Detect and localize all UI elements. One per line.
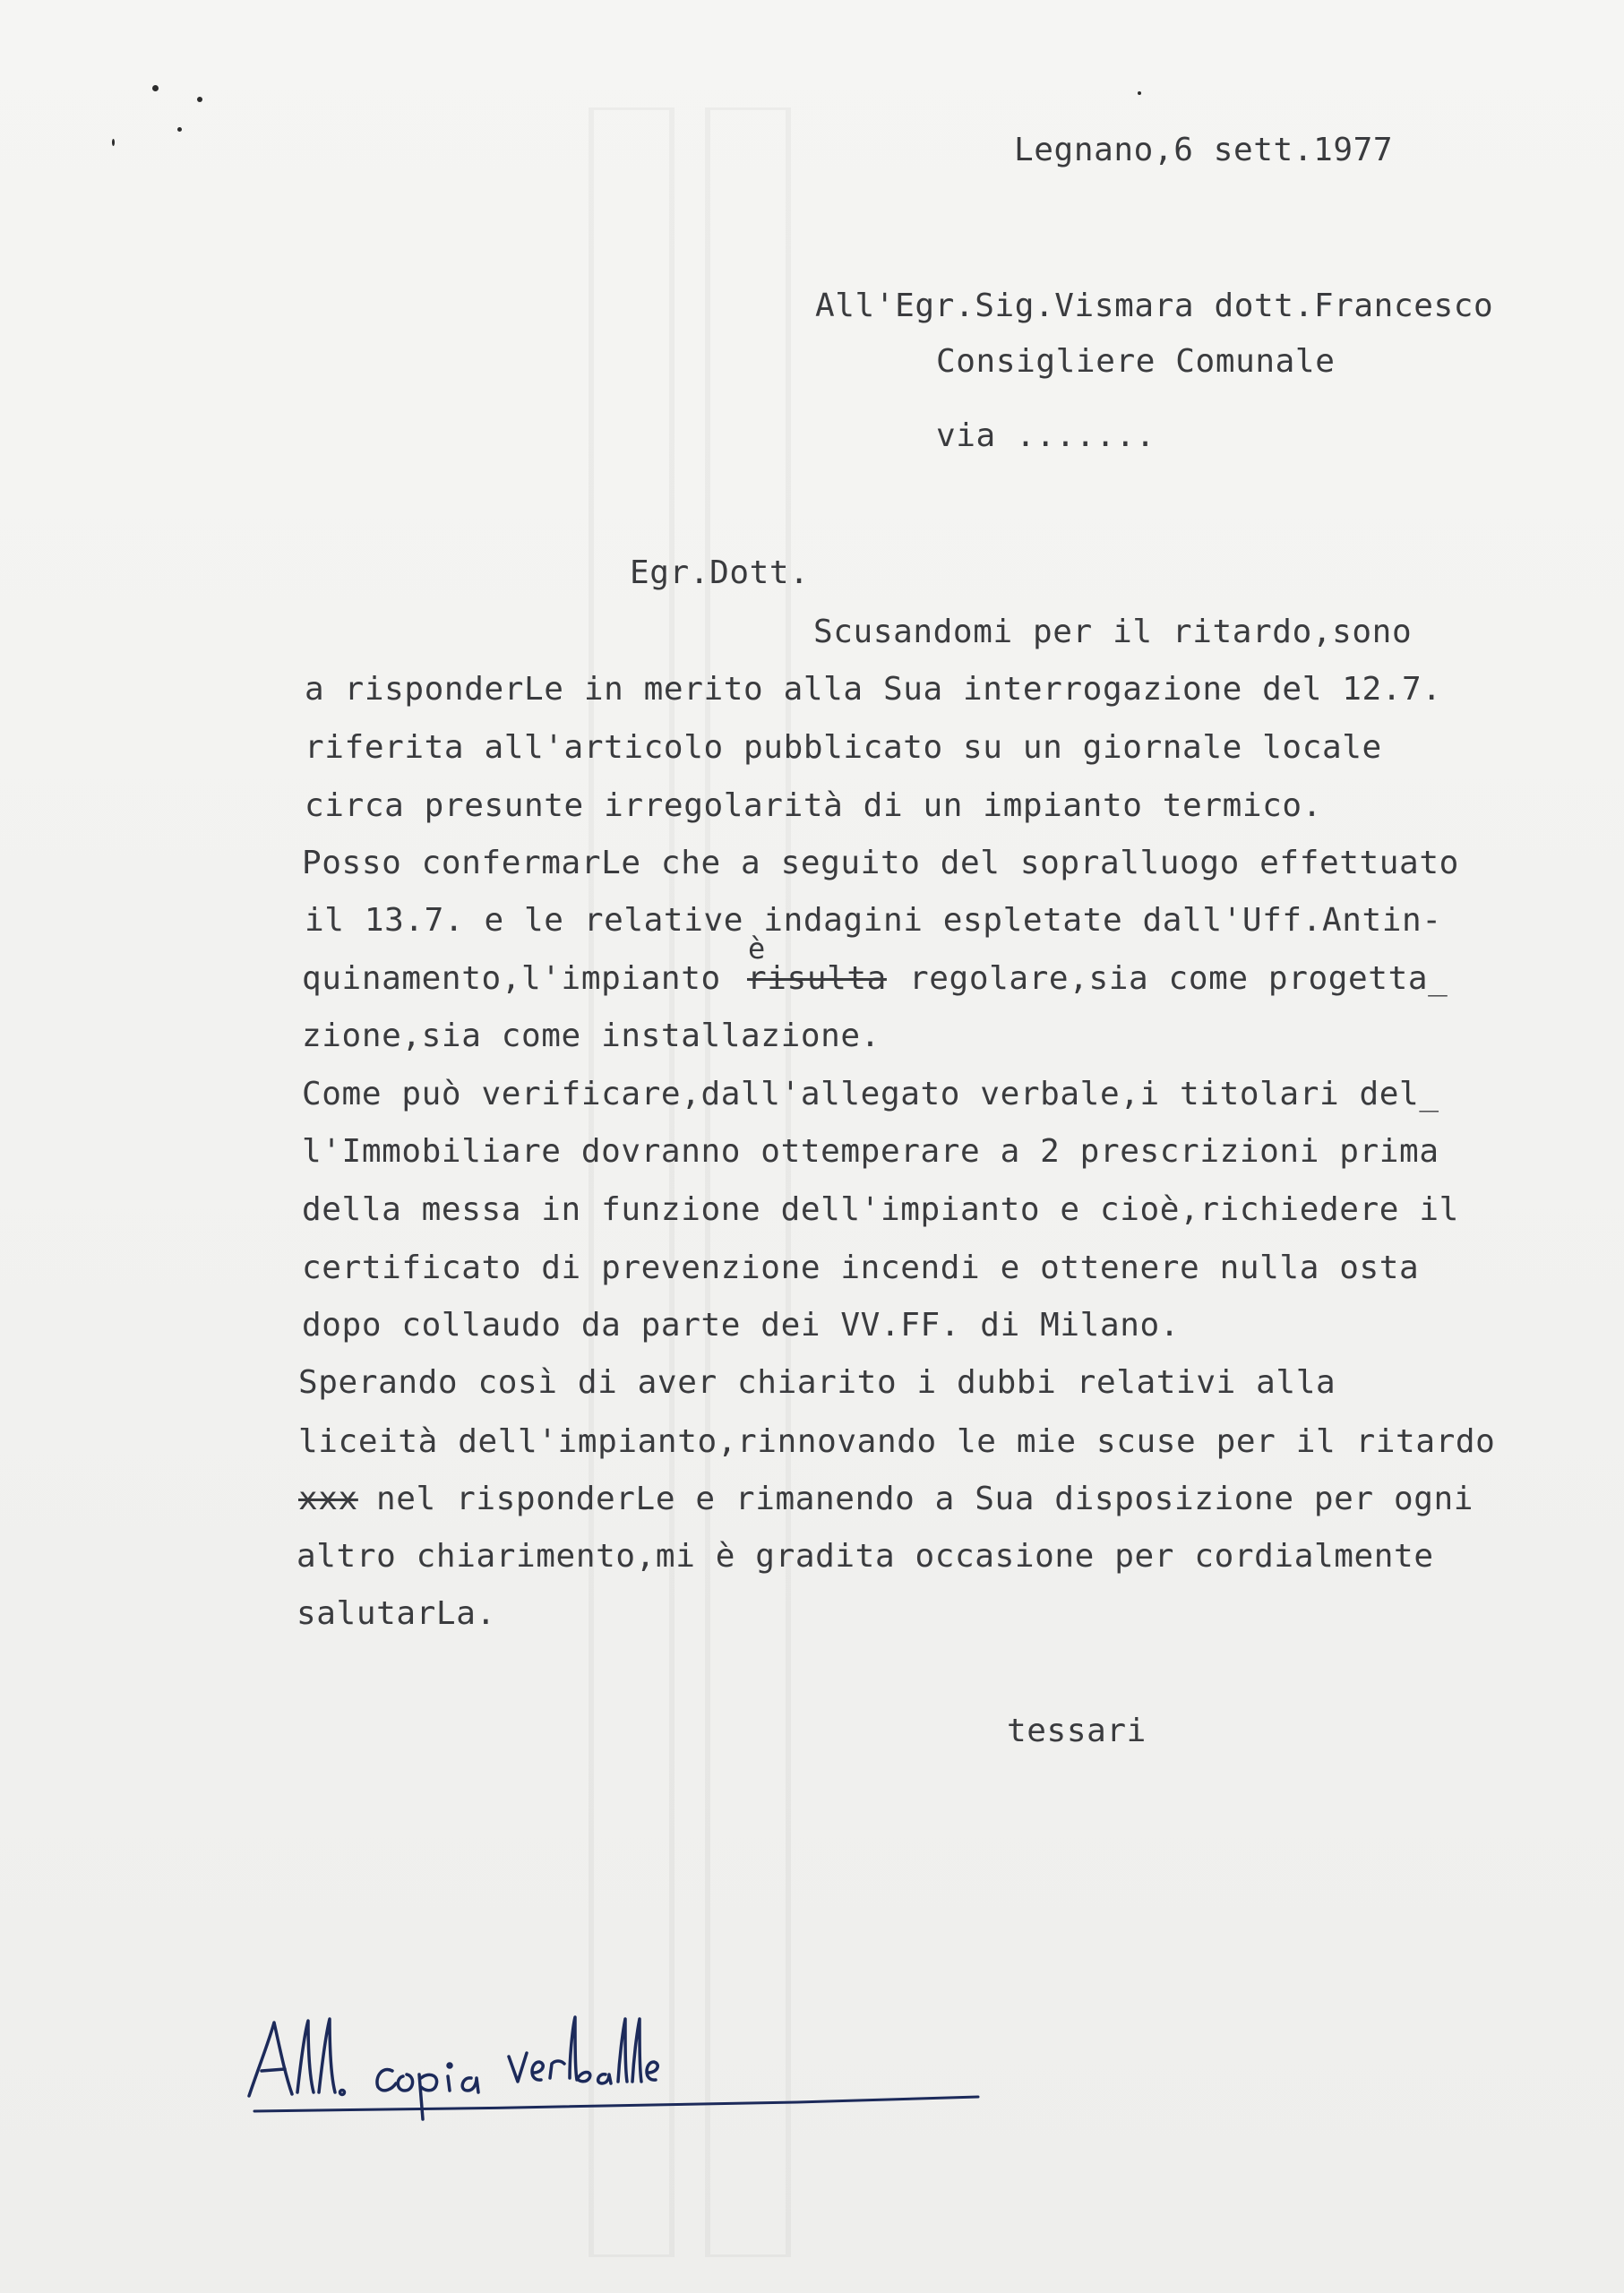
- body-line: circa presunte irregolarità di un impianto termico.: [305, 787, 1322, 824]
- body-line: Scusandomi per il ritardo,sono: [813, 614, 1413, 650]
- paper-speck: [152, 85, 159, 91]
- archive-watermark: [573, 107, 806, 2257]
- body-line: l'Immobiliare dovranno ottemperare a 2 prescrizioni prima: [302, 1133, 1439, 1170]
- body-line: regolare,sia come progetta_: [909, 960, 1448, 997]
- body-line: liceità dell'impianto,rinnovando le mie scuse per il ritardo: [298, 1423, 1496, 1460]
- body-line: Come può verificare,dall'allegato verbale,i titolari del_: [302, 1076, 1439, 1112]
- paper-speck: [197, 97, 202, 102]
- paper-speck: [1138, 91, 1141, 95]
- struck-word: risulta: [747, 960, 887, 997]
- body-line: il 13.7. e le relative indagini espletate dall'Uff.Antin-: [305, 902, 1442, 939]
- body-line: certificato di prevenzione incendi e ottenere nulla osta: [302, 1250, 1420, 1286]
- handwritten-note: [242, 2006, 743, 2141]
- struck-word: xxx: [298, 1481, 358, 1517]
- body-line: a risponderLe in merito alla Sua interrogazione del 12.7.: [305, 671, 1442, 708]
- paper-speck: [177, 127, 182, 132]
- recipient-line-1: All'Egr.Sig.Vismara dott.Francesco: [815, 288, 1494, 324]
- body-line: Sperando così di aver chiarito i dubbi relativi alla: [298, 1364, 1336, 1401]
- recipient-line-2: Consigliere Comunale: [936, 343, 1336, 380]
- body-line: salutarLa.: [296, 1595, 496, 1632]
- body-line: altro chiarimento,mi è gradita occasione per cordialmente: [296, 1538, 1434, 1575]
- body-line: della messa in funzione dell'impianto e cioè,richiedere il: [302, 1191, 1459, 1228]
- date-line: Legnano,6 sett.1977: [1014, 132, 1394, 168]
- salutation: Egr.Dott.: [630, 554, 810, 591]
- recipient-line-3: via .......: [936, 417, 1156, 454]
- signature: tessari: [1007, 1713, 1147, 1749]
- body-line: zione,sia come installazione.: [302, 1018, 881, 1054]
- body-line: dopo collaudo da parte dei VV.FF. di Milano.: [302, 1307, 1181, 1344]
- body-line: riferita all'articolo pubblicato su un giornale locale: [305, 729, 1382, 766]
- inserted-correction: è: [748, 932, 766, 966]
- handwritten-underline: [251, 2091, 985, 2118]
- body-line: Posso confermarLe che a seguito del sopralluogo effettuato: [302, 845, 1459, 881]
- paper-speck: [112, 139, 115, 146]
- body-line: quinamento,l'impianto: [302, 960, 721, 997]
- body-line: nel risponderLe e rimanendo a Sua disposizione per ogni: [376, 1481, 1474, 1517]
